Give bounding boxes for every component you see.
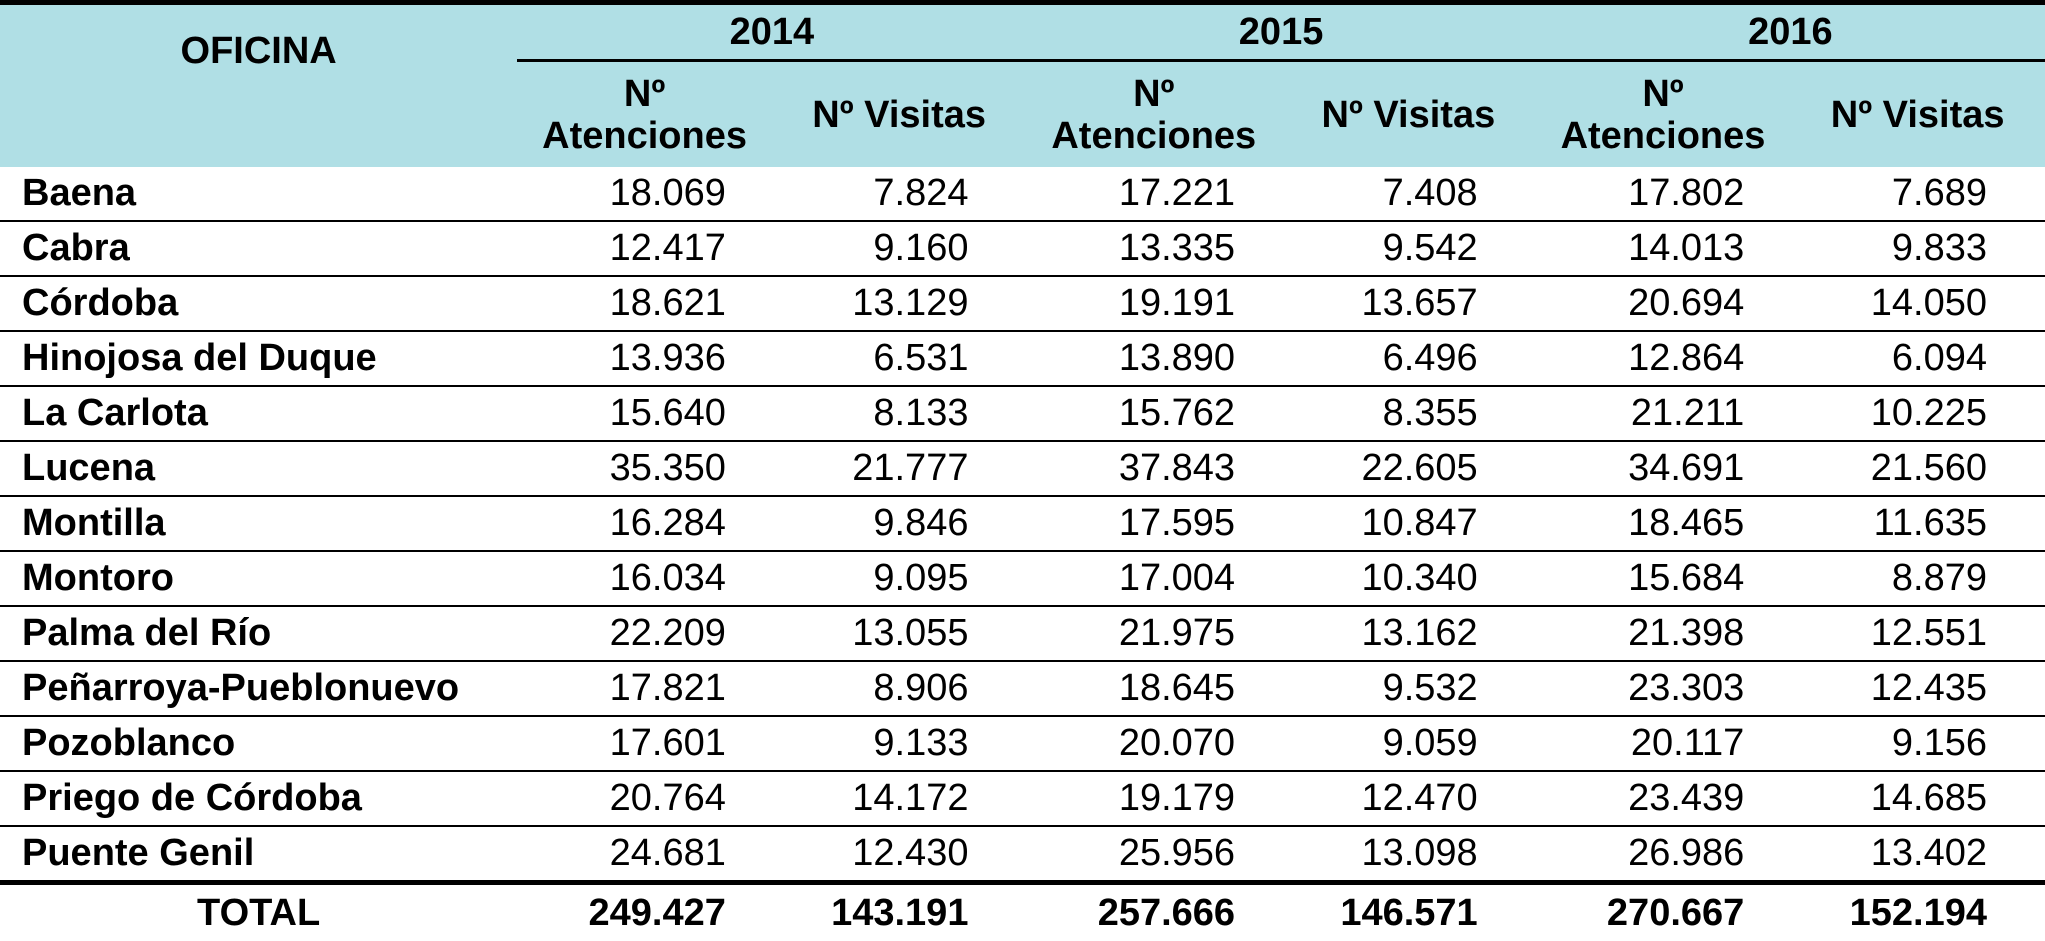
office-name: Cabra bbox=[0, 221, 517, 276]
visitas-cell: 143.191 bbox=[772, 883, 1027, 941]
year-header-2014: 2014 bbox=[517, 5, 1026, 61]
table-body bbox=[0, 167, 2045, 941]
office-name: Palma del Río bbox=[0, 606, 517, 661]
atenciones-cell: 20.070 bbox=[1026, 716, 1281, 771]
visitas-cell: 12.430 bbox=[772, 826, 1027, 883]
visitas-cell: 152.194 bbox=[1790, 883, 2045, 941]
table-row bbox=[0, 551, 2045, 606]
atenciones-header: Nº Atenciones bbox=[1536, 61, 1791, 168]
atenciones-cell: 270.667 bbox=[1536, 883, 1791, 941]
visitas-cell: 7.824 bbox=[772, 167, 1027, 221]
visitas-cell: 10.340 bbox=[1281, 551, 1536, 606]
visitas-cell: 9.156 bbox=[1790, 716, 2045, 771]
visitas-cell: 11.635 bbox=[1790, 496, 2045, 551]
visitas-cell: 21.560 bbox=[1790, 441, 2045, 496]
table-row bbox=[0, 386, 2045, 441]
visitas-header: Nº Visitas bbox=[1790, 61, 2045, 168]
atenciones-cell: 26.986 bbox=[1536, 826, 1791, 883]
visitas-header: Nº Visitas bbox=[772, 61, 1027, 168]
atenciones-cell: 14.013 bbox=[1536, 221, 1791, 276]
atenciones-cell: 24.681 bbox=[517, 826, 772, 883]
visitas-cell: 146.571 bbox=[1281, 883, 1536, 941]
table-row bbox=[0, 441, 2045, 496]
visitas-header: Nº Visitas bbox=[1281, 61, 1536, 168]
atenciones-cell: 18.645 bbox=[1026, 661, 1281, 716]
visitas-cell: 8.355 bbox=[1281, 386, 1536, 441]
visitas-cell: 10.225 bbox=[1790, 386, 2045, 441]
visitas-cell: 8.879 bbox=[1790, 551, 2045, 606]
visitas-cell: 13.098 bbox=[1281, 826, 1536, 883]
visitas-cell: 8.133 bbox=[772, 386, 1027, 441]
atenciones-cell: 37.843 bbox=[1026, 441, 1281, 496]
office-name: Puente Genil bbox=[0, 826, 517, 883]
atenciones-cell: 17.802 bbox=[1536, 167, 1791, 221]
visitas-cell: 7.408 bbox=[1281, 167, 1536, 221]
visitas-cell: 13.657 bbox=[1281, 276, 1536, 331]
atenciones-cell: 19.179 bbox=[1026, 771, 1281, 826]
visitas-cell: 12.470 bbox=[1281, 771, 1536, 826]
office-name: Montilla bbox=[0, 496, 517, 551]
atenciones-cell: 23.303 bbox=[1536, 661, 1791, 716]
visitas-cell: 9.095 bbox=[772, 551, 1027, 606]
atenciones-cell: 18.621 bbox=[517, 276, 772, 331]
atenciones-cell: 16.034 bbox=[517, 551, 772, 606]
visitas-cell: 22.605 bbox=[1281, 441, 1536, 496]
office-name: Hinojosa del Duque bbox=[0, 331, 517, 386]
table-row bbox=[0, 716, 2045, 771]
atenciones-cell: 257.666 bbox=[1026, 883, 1281, 941]
visitas-cell: 14.172 bbox=[772, 771, 1027, 826]
office-name: Peñarroya-Pueblonuevo bbox=[0, 661, 517, 716]
table-row bbox=[0, 661, 2045, 716]
visitas-cell: 12.551 bbox=[1790, 606, 2045, 661]
visitas-cell: 9.542 bbox=[1281, 221, 1536, 276]
year-header-2015: 2015 bbox=[1026, 5, 1535, 61]
table-row bbox=[0, 167, 2045, 221]
atenciones-cell: 21.211 bbox=[1536, 386, 1791, 441]
office-name: Priego de Córdoba bbox=[0, 771, 517, 826]
atenciones-cell: 25.956 bbox=[1026, 826, 1281, 883]
total-row bbox=[0, 883, 2045, 941]
visitas-cell: 9.833 bbox=[1790, 221, 2045, 276]
atenciones-cell: 17.595 bbox=[1026, 496, 1281, 551]
atenciones-header: Nº Atenciones bbox=[1026, 61, 1281, 168]
atenciones-cell: 17.004 bbox=[1026, 551, 1281, 606]
atenciones-cell: 18.069 bbox=[517, 167, 772, 221]
visitas-cell: 13.055 bbox=[772, 606, 1027, 661]
office-name: Lucena bbox=[0, 441, 517, 496]
visitas-cell: 6.531 bbox=[772, 331, 1027, 386]
atenciones-cell: 21.398 bbox=[1536, 606, 1791, 661]
office-name: TOTAL bbox=[0, 883, 517, 941]
visitas-cell: 9.532 bbox=[1281, 661, 1536, 716]
atenciones-cell: 21.975 bbox=[1026, 606, 1281, 661]
table-header bbox=[0, 0, 2045, 167]
atenciones-cell: 18.465 bbox=[1536, 496, 1791, 551]
visitas-cell: 13.162 bbox=[1281, 606, 1536, 661]
atenciones-header: Nº Atenciones bbox=[517, 61, 772, 168]
visitas-cell: 21.777 bbox=[772, 441, 1027, 496]
office-name: Córdoba bbox=[0, 276, 517, 331]
visitas-cell: 12.435 bbox=[1790, 661, 2045, 716]
visitas-cell: 9.059 bbox=[1281, 716, 1536, 771]
table-row bbox=[0, 331, 2045, 386]
atenciones-cell: 20.764 bbox=[517, 771, 772, 826]
visitas-cell: 14.050 bbox=[1790, 276, 2045, 331]
atenciones-cell: 20.694 bbox=[1536, 276, 1791, 331]
atenciones-cell: 17.601 bbox=[517, 716, 772, 771]
atenciones-cell: 13.335 bbox=[1026, 221, 1281, 276]
atenciones-cell: 22.209 bbox=[517, 606, 772, 661]
year-header-2016: 2016 bbox=[1536, 5, 2045, 61]
table-row bbox=[0, 826, 2045, 883]
visitas-cell: 9.133 bbox=[772, 716, 1027, 771]
office-name: Montoro bbox=[0, 551, 517, 606]
atenciones-cell: 17.221 bbox=[1026, 167, 1281, 221]
table-row bbox=[0, 771, 2045, 826]
office-column-header: OFICINA bbox=[0, 5, 517, 167]
visitas-cell: 6.496 bbox=[1281, 331, 1536, 386]
office-name: Baena bbox=[0, 167, 517, 221]
table-row bbox=[0, 496, 2045, 551]
atenciones-cell: 20.117 bbox=[1536, 716, 1791, 771]
visitas-cell: 6.094 bbox=[1790, 331, 2045, 386]
visitas-cell: 8.906 bbox=[772, 661, 1027, 716]
atenciones-cell: 13.890 bbox=[1026, 331, 1281, 386]
atenciones-cell: 23.439 bbox=[1536, 771, 1791, 826]
atenciones-cell: 12.864 bbox=[1536, 331, 1791, 386]
visitas-cell: 9.846 bbox=[772, 496, 1027, 551]
table-row bbox=[0, 606, 2045, 661]
visitas-cell: 7.689 bbox=[1790, 167, 2045, 221]
visitas-cell: 13.402 bbox=[1790, 826, 2045, 883]
atenciones-cell: 249.427 bbox=[517, 883, 772, 941]
atenciones-cell: 15.762 bbox=[1026, 386, 1281, 441]
atenciones-cell: 16.284 bbox=[517, 496, 772, 551]
visitas-cell: 10.847 bbox=[1281, 496, 1536, 551]
table-row bbox=[0, 221, 2045, 276]
atenciones-cell: 13.936 bbox=[517, 331, 772, 386]
office-name: La Carlota bbox=[0, 386, 517, 441]
atenciones-cell: 15.684 bbox=[1536, 551, 1791, 606]
atenciones-cell: 17.821 bbox=[517, 661, 772, 716]
table-row bbox=[0, 276, 2045, 331]
visitas-cell: 13.129 bbox=[772, 276, 1027, 331]
visitas-cell: 9.160 bbox=[772, 221, 1027, 276]
atenciones-cell: 34.691 bbox=[1536, 441, 1791, 496]
atenciones-cell: 12.417 bbox=[517, 221, 772, 276]
office-name: Pozoblanco bbox=[0, 716, 517, 771]
visitas-cell: 14.685 bbox=[1790, 771, 2045, 826]
atenciones-cell: 35.350 bbox=[517, 441, 772, 496]
atenciones-cell: 15.640 bbox=[517, 386, 772, 441]
atenciones-cell: 19.191 bbox=[1026, 276, 1281, 331]
